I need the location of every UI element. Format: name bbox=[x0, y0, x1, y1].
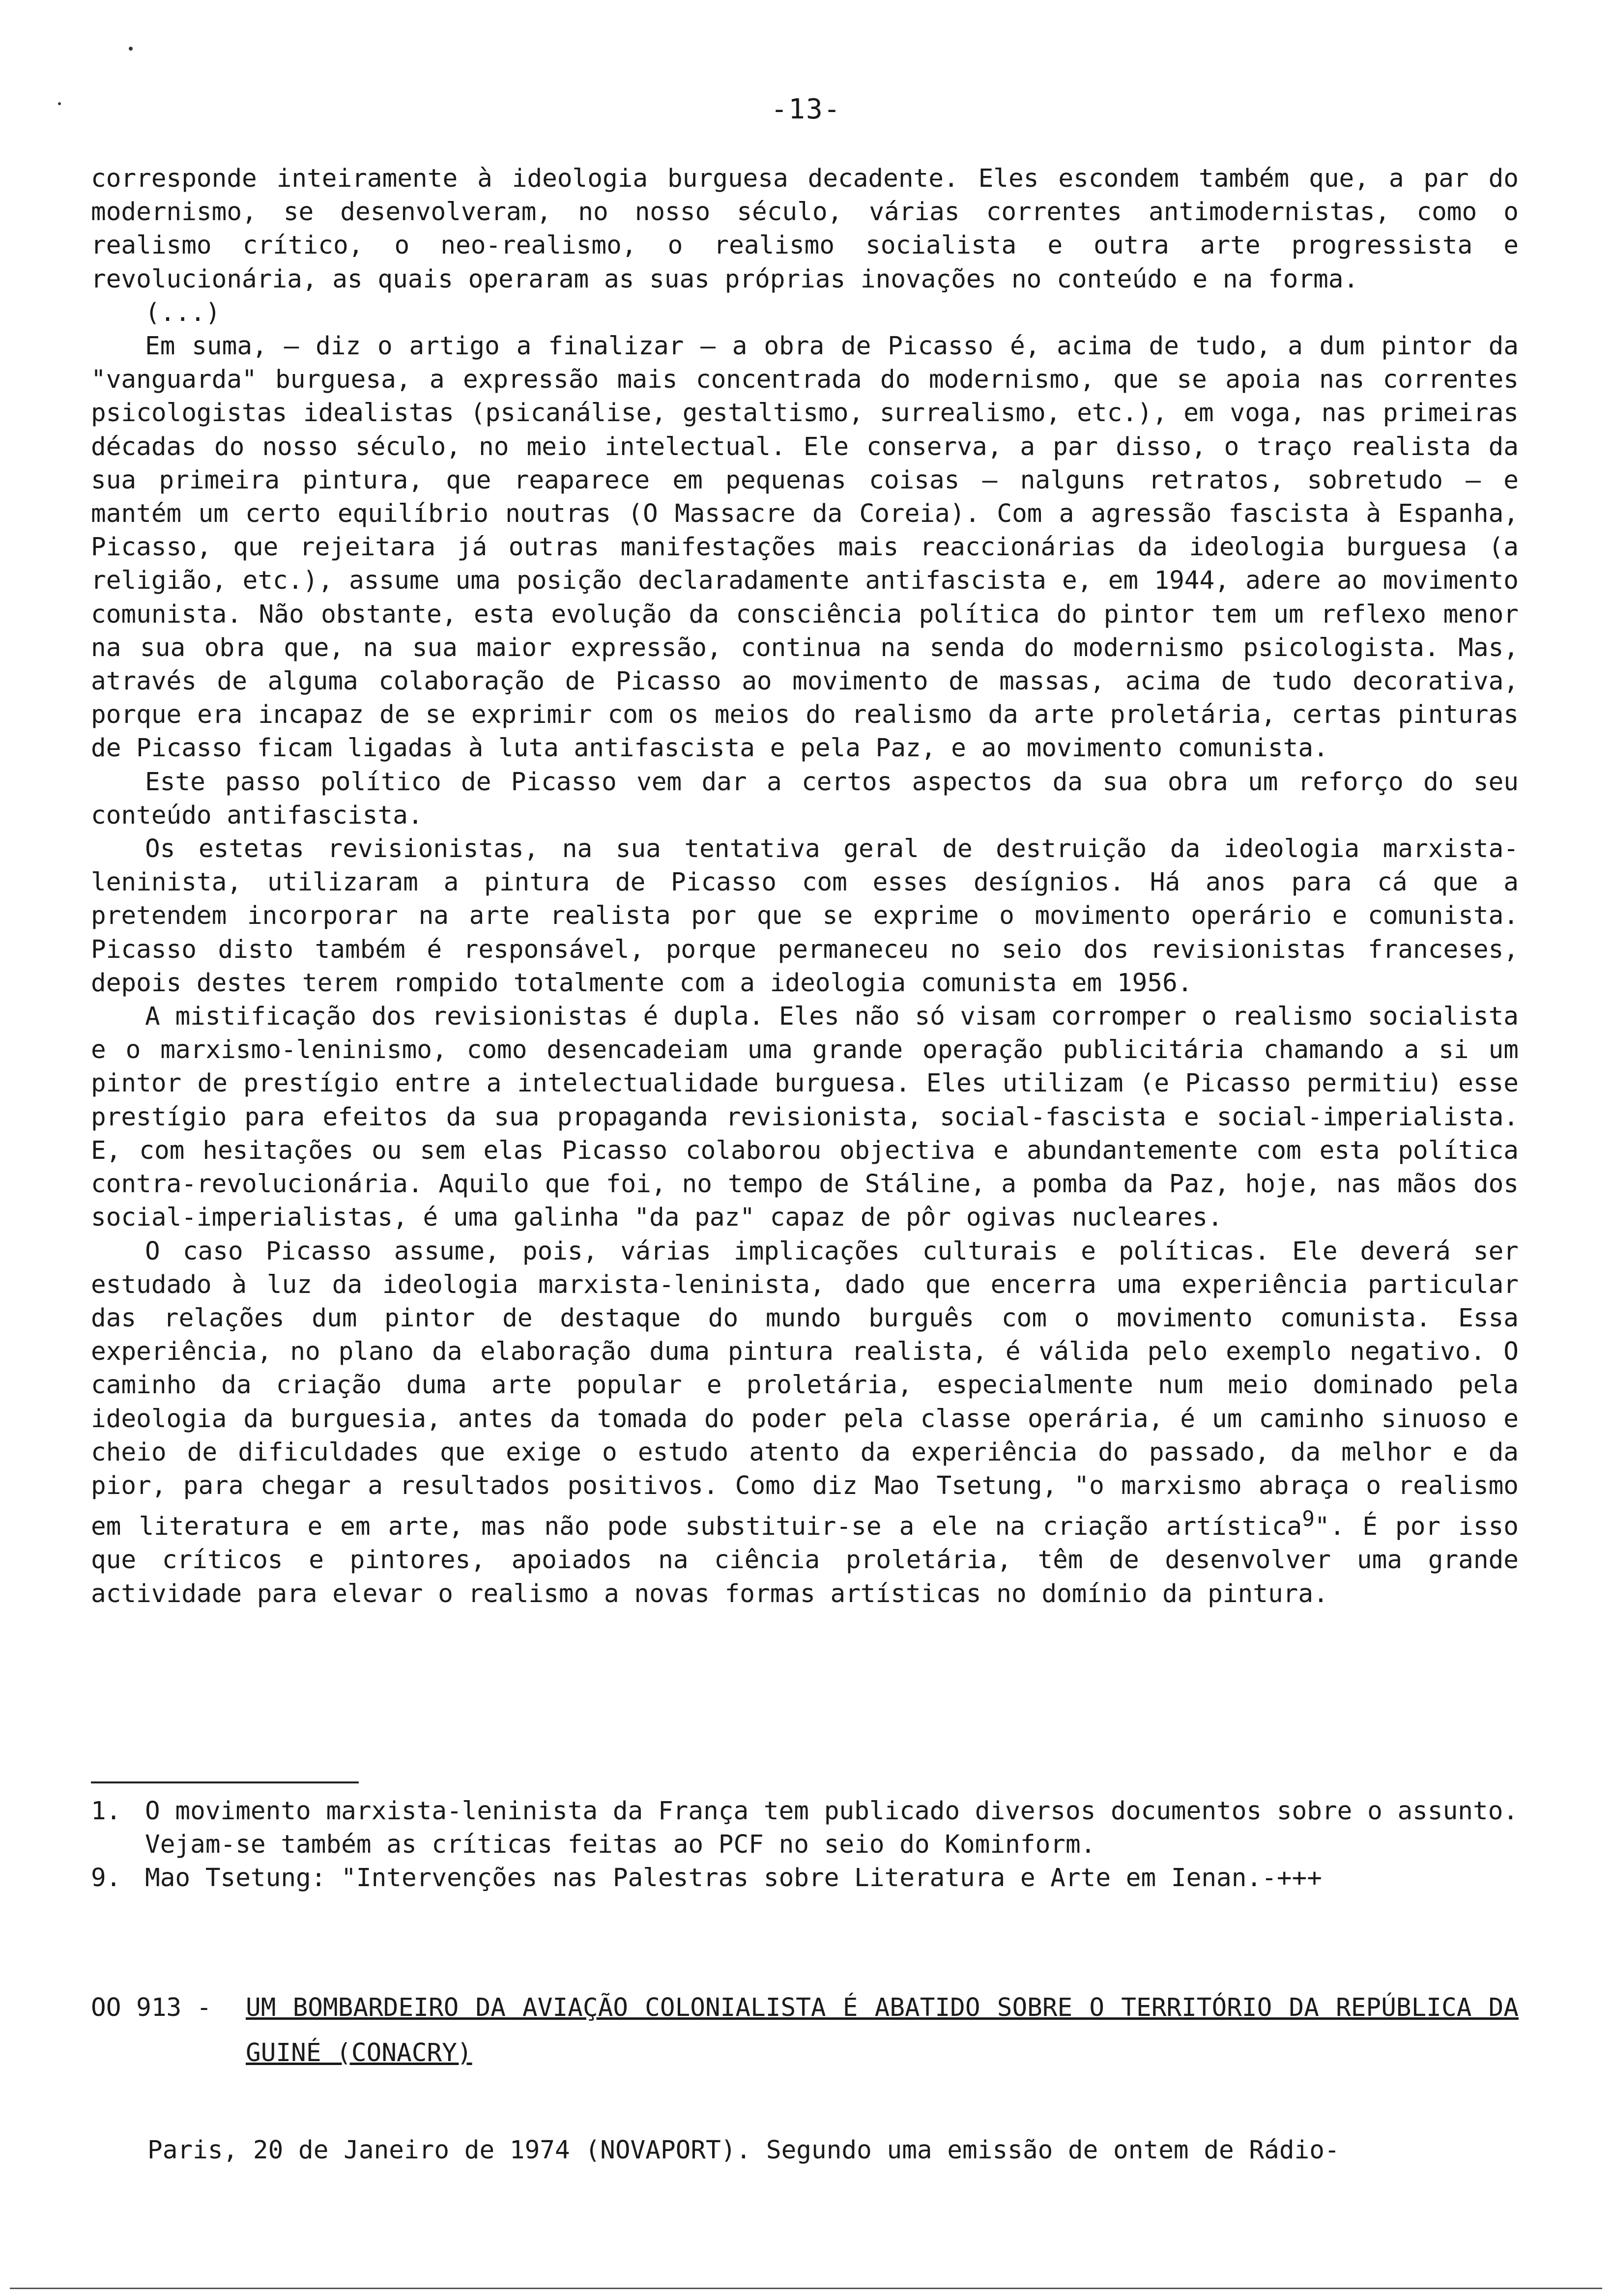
paragraph: Os estetas revisionistas, na sua tentativa geral de destruição da ideologia marxista-leninista, utilizaram a pintura de Picasso com esses desígnios. Há anos para cá que a pretendem incorporar na arte realista por que se exprime o movimento operário e comunista. Picasso disto também é responsável, porque permaneceu no seio dos revisionistas franceses, depois destes terem rompido totalmente com a ideologia comunista em 1956. bbox=[91, 834, 1519, 998]
footnote-rule bbox=[91, 1781, 359, 1783]
footnote-number: 9. bbox=[91, 1864, 121, 1893]
dateline: Paris, 20 de Janeiro de 1974 (NOVAPORT). Segundo uma emissão de ontem de Rádio- bbox=[147, 2136, 1340, 2165]
footnote-text: Mao Tsetung: "Intervenções nas Palestras sobre Literatura e Arte em Ienan.-+++ bbox=[145, 1864, 1322, 1893]
paragraph: corresponde inteiramente à ideologia burguesa decadente. Eles escondem também que, a par do modernismo, se desenvolveram, no nosso século, várias correntes antimodernistas, como o realismo crítico, o neo-realismo, o realismo socialista e outra arte progressista e revolucionária, as quais operaram as suas próprias inovações no conteúdo e na forma. bbox=[91, 164, 1519, 294]
paragraph: Este passo político de Picasso vem dar a certos aspectos da sua obra um reforço do seu conteúdo antifascista. bbox=[91, 767, 1519, 830]
paragraph: A mistificação dos revisionistas é dupla. Eles não só visam corromper o realismo socialista e o marxismo-leninismo, como desencadeiam uma grande operação publicitária chamando a si um pintor de prestígio entre a intelectualidade burguesa. Eles utilizam (e Picasso permitiu) esse prestígio para efeitos da sua propaganda revisionista, social-fascista e social-imperialista. E, com hesitações ou sem elas Picasso colaborou objectiva e abundantemente com esta política contra-revolucionária. Aquilo que foi, no tempo de Stáline, a pomba da Paz, hoje, nas mãos dos social-imperialistas, é uma galinha "da paz" capaz de pôr ogivas nucleares. bbox=[91, 1002, 1519, 1233]
article-body bbox=[91, 162, 1519, 1611]
footnote-ref: 9 bbox=[1302, 1507, 1315, 1532]
footnote bbox=[91, 1862, 1519, 1895]
footnote-number: 1. bbox=[91, 1797, 121, 1826]
page-bottom-edge bbox=[10, 2288, 1602, 2289]
paragraph-last bbox=[91, 1235, 1519, 1611]
news-code: OO 913 - bbox=[91, 1993, 212, 2022]
ellipsis: (...) bbox=[145, 298, 221, 327]
footnote-text: O movimento marxista-leninista da França tem publicado diversos documentos sobre o assunto. Vejam-se também as críticas feitas ao PCF no seio do Kominform. bbox=[145, 1797, 1519, 1859]
stray-ink-mark bbox=[129, 47, 133, 51]
footnotes bbox=[91, 1795, 1519, 1895]
paragraph-text: O caso Picasso assume, pois, várias implicações culturais e políticas. Ele deverá ser estudado à luz da ideologia marxista-leninista, dado que encerra uma experiência particular das relações dum pintor de destaque do mundo burguês com o movimento comunista. Essa experiência, no plano da elaboração duma pintura realista, é válida pelo exemplo negativo. O caminho da criação duma arte popular e proletária, especialmente num meio dominado pela ideologia da burguesia, antes da tomada do poder pela classe operária, é um caminho sinuoso e cheio de dificuldades que exige o estudo atento da experiência do passado, da melhor e da pior, para chegar a resultados positivos. Como diz Mao Tsetung, "o marxismo abraça o realismo em literatura e em arte, mas não pode substituir-se a ele na criação artística bbox=[91, 1236, 1519, 1542]
page-number: -13- bbox=[771, 93, 841, 125]
paragraph: Em suma, — diz o artigo a finalizar — a obra de Picasso é, acima de tudo, a dum pintor da "vanguarda" burguesa, a expressão mais concentrada do modernismo, que se apoia nas correntes psicologistas idealistas (psicanálise, gestaltismo, surrealismo, etc.), em voga, nas primeiras décadas do nosso século, no meio intelectual. Ele conserva, a par disso, o traço realista da sua primeira pintura, que reaparece em pequenas coisas — nalguns retratos, sobretudo — e mantém um certo equilíbrio noutras (O Massacre da Coreia). Com a agressão fascista à Espanha, Picasso, que rejeitara já outras manifestações mais reaccionárias da ideologia burguesa (a religião, etc.), assume uma posição declaradamente antifascista e, em 1944, adere ao movimento comunista. Não obstante, esta evolução da consciência política do pintor tem um reflexo menor na sua obra que, na sua maior expressão, continua na senda do modernismo psicologista. Mas, através de alguma colaboração de Picasso ao movimento de massas, acima de tudo decorativa, porque era incapaz de se exprimir com os meios do realismo da arte proletária, certas pinturas de Picasso ficam ligadas à luta antifascista e pela Paz, e ao movimento comunista. bbox=[91, 332, 1519, 763]
paragraph-text-tail: ". É por isso que críticos e pintores, apoiados na ciência proletária, têm de desenvolver uma grande actividade para elevar o realismo a novas formas artísticas no domínio da pintura. bbox=[91, 1512, 1519, 1608]
footnote bbox=[91, 1795, 1519, 1862]
news-title: UM BOMBARDEIRO DA AVIAÇÃO COLONIALISTA É ABATIDO SOBRE O TERRITÓRIO DA REPÚBLICA DA GUINÉ (CONACRY) bbox=[246, 1993, 1519, 2067]
